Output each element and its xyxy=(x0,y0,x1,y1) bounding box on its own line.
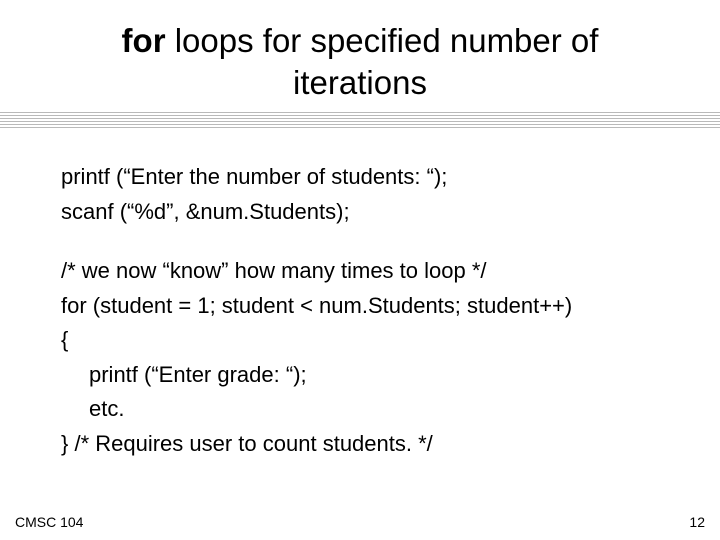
title-divider xyxy=(0,112,720,128)
code-listing xyxy=(61,160,701,461)
code-line: printf (“Enter the number of students: “); xyxy=(61,164,448,189)
footer-course: CMSC 104 xyxy=(15,514,84,530)
code-line: } /* Requires user to count students. */ xyxy=(61,430,433,456)
code-line: { xyxy=(61,327,69,352)
title-keyword: for xyxy=(121,22,166,59)
slide-title xyxy=(60,20,660,104)
footer-page-number: 12 xyxy=(689,514,705,530)
code-gap xyxy=(61,229,701,254)
title-line-2: iterations xyxy=(293,64,427,101)
title-text: loops for specified number of xyxy=(165,22,599,59)
code-line: printf (“Enter grade: “); xyxy=(89,361,307,387)
title-line-1 xyxy=(60,20,660,62)
code-line: scanf (“%d”, &num.Students); xyxy=(61,198,350,224)
code-line: for (student = 1; student < num.Students; student++) xyxy=(61,292,573,318)
code-comment: /* we now “know” how many times to loop */ xyxy=(61,258,487,283)
code-line: etc. xyxy=(89,396,125,421)
